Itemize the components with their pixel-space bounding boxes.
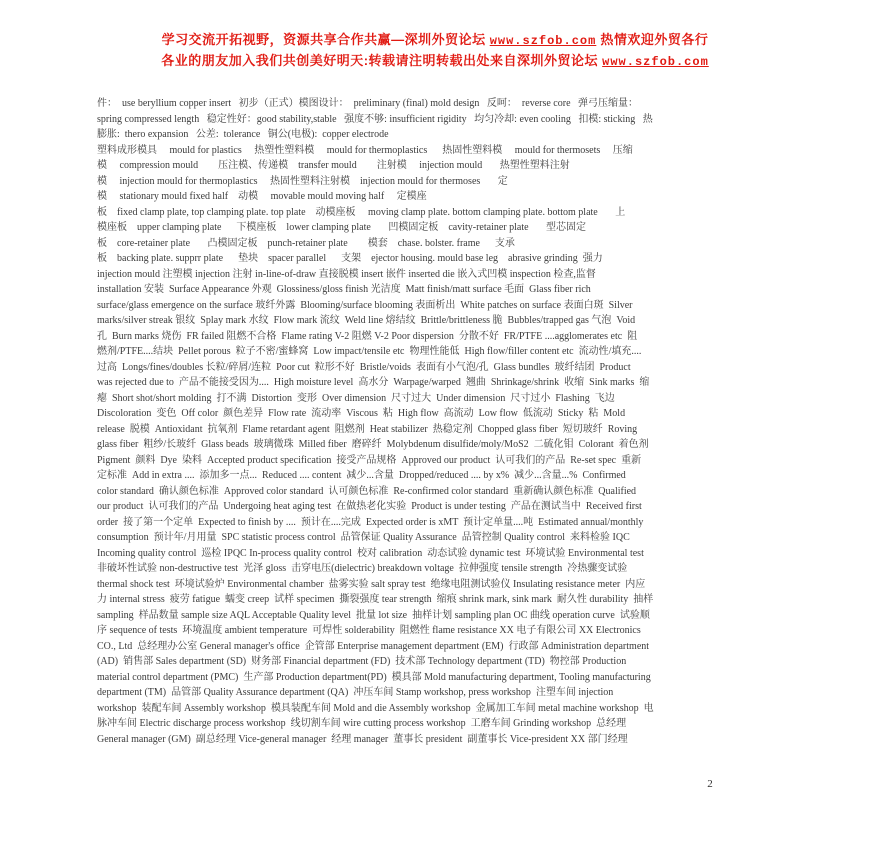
document-text [97,96,787,747]
doc-text-line: 模 stationary mould fixed half 动模 movable mould moving half 定模座 [97,191,427,202]
doc-text-line: was rejected due to 产品不能接受因为.... High moisture level 高水分 Warpage/warped 翘曲 Shrinkage/shrink 收缩 Sink marks 缩 [97,377,650,388]
doc-text-line: color standard 确认颜色标准 Approved color standard 认可颜色标准 Re-confirmed color standard 重新确认颜色标准 Qualified [97,485,637,497]
doc-text-line: 模 compression mould 压注模、传递模 transfer mould 注射模 injection mould 热塑性塑料注射 [97,160,570,171]
doc-text-line: 脉冲车间 Electric discharge process workshop 线切割车间 wire cutting process workshop 工磨车间 Grinding workshop 总经理 [97,718,627,729]
doc-text-line: sampling 样品数量 sample size AQL Acceptable Quality level 批量 lot size 抽样计划 sampling plan OC 曲线 operation curve 试验顺 [97,609,650,621]
doc-text-line: 模 injection mould for thermoplastics 热固性塑料注射模 injection mould for thermoses 定 [97,175,508,187]
doc-text-line: 塑料成形模具 mould for plastics 热塑性塑料模 mould for thermoplastics 热固性塑料模 mould for thermosets 压缩 [97,144,633,156]
doc-text-line: 板 backing plate. supprr plate 垫块 spacer parallel 支架 ejector housing. mould base leg abrasive grinding 强力 [97,253,603,264]
banner-text: 热情欢迎外贸各行 [596,32,709,47]
doc-text-line: order 接了第一个定单 Expected to finish by .... 预计在....完成 Expected order is xMT 预计定单量....吨 Estimated annual/monthly [97,516,644,528]
doc-text-line: 件： use beryllium copper insert 初步（正式）模图设计： preliminary (final) mold design 反呵： reverse core 弹弓压缩量： [97,98,639,109]
doc-text-line: material control department (PMC) 生产部 Production department(PD) 模具部 Mold manufacturing department, Tooling manufacturing [97,671,651,683]
doc-text-line: 模座板 upper clamping plate 下模座板 lower clamping plate 凹模固定板 cavity-retainer plate 型芯固定 [97,222,587,233]
doc-text-line: Discoloration 变色 Off color 颜色差异 Flow rate 流动率 Viscous 粘 High flow 高流动 Low flow 低流动 Sticky 粘 Mold [97,408,626,419]
doc-text-line: 力 internal stress 疲劳 fatigue 蠕变 creep 试样 specimen 撕裂强度 tear strength 缩痕 shrink mark, sink mark 耐久性 durability 抽样 [97,594,654,605]
doc-text-line: our product 认可我们的产品 Undergoing heat aging test 在做热老化实验 Product is under testing 产品在测试当中 Received first [97,501,642,512]
doc-text-line: 定标准 Add in extra .... 添加多一点... Reduced .... content 减少...含量 Dropped/reduced .... by x% 减少...含量...% Confirmed [97,470,626,481]
doc-text-line: injection mould 注塑模 injection 注射 in-line-of-draw 直接脱模 insert 嵌件 inserted die 嵌入式凹模 inspection 检查,监督 [97,268,596,280]
doc-text-line: department (TM) 品管部 Quality Assurance department (QA) 冲压车间 Stamp workshop, press workshop 注塑车间 injection [97,687,614,698]
forum-url-link[interactable]: www.szfob.com [489,34,597,48]
doc-text-line: marks/silver streak 银纹 Splay mark 水纹 Flow mark 流纹 Weld line 熔结纹 Brittle/brittleness 脆 Bubbles/trapped gas 气泡 Void [97,315,636,326]
forum-banner [0,30,870,72]
doc-text-line: Incoming quality control 巡检 IPQC In-process quality control 校对 calibration 动态试验 dynamic test 环境试验 Environmental test [97,547,644,559]
doc-text-line: Pigment 颜料 Dye 染料 Accepted product specification 接受产品规格 Approved our product 认可我们的产品 Re-set spec 重新 [97,454,642,466]
forum-url-link[interactable]: www.szfob.com [602,55,709,69]
forum-banner-line-1 [0,30,870,51]
doc-text-line: 孔 Burn marks 烧伤 FR failed 阻燃不合格 Flame rating V-2 阻燃 V-2 Poor dispersion 分散不好 FR/PTFE ....agglomerates etc 阻 [97,330,638,342]
doc-text-line: release 脱模 Antioxidant 抗氧剂 Flame retardant agent 阻燃剂 Heat stabilizer 热稳定剂 Chopped glass fiber 短切玻纤 Roving [97,423,638,435]
doc-text-line: 板 core-retainer plate 凸模固定板 punch-retainer plate 模套 chase. bolster. frame 支承 [97,237,515,249]
forum-banner-line-2 [0,51,870,72]
doc-text-line: General manager (GM) 副总经理 Vice-general manager 经理 manager 董事长 president 副董事长 Vice-president XX 部门经理 [97,733,628,745]
doc-text-line: 非破坏性试验 non-destructive test 光泽 gloss 击穿电压(dielectric) breakdown voltage 拉伸强度 tensile strength 冷热骤变试验 [97,563,628,574]
doc-text-line: CO., Ltd 总经理办公室 General manager's office 企管部 Enterprise management department (EM) 行政部 Administration department [97,640,650,652]
doc-text-line: consumption 预计年/月用量 SPC statistic process control 品管保证 Quality Assurance 品管控制 Quality control 来料检验 IQC [97,532,630,543]
doc-text-line: glass fiber 粗纱/长玻纤 Glass beads 玻璃微珠 Milled fiber 磨碎纤 Molybdenum disulfide/moly/MoS2 二硫化钼 Colorant 着色剂 [97,439,649,450]
doc-text-line: 序 sequence of tests 环境温度 ambient temperature 可焊性 solderability 阻燃性 flame resistance XX 电子有限公司 XX Electronics [97,625,641,636]
doc-text-line: surface/glass emergence on the surface 玻纤外露 Blooming/surface blooming 表面析出 White patches on surface 表面白斑 Silver [97,299,633,311]
page-number: 2 [707,778,713,790]
doc-text-line: thermal shock test 环境试验炉 Environmental chamber 盐雾实验 salt spray test 绝缘电阻测试验仪 Insulating resistance meter 内应 [97,578,646,590]
banner-text: 学习交流开拓视野，资源共享合作共赢—深圳外贸论坛 [161,32,490,47]
banner-text: 各业的朋友加入我们共创美好明天:转载请注明转载出处来自深圳外贸论坛 [161,53,603,68]
doc-text-line: 膨胀: thero expansion 公差: tolerance 铜公(电极): copper electrode [97,129,389,140]
doc-text-line: spring compressed length 稳定性好：good stability,stable 强度不够: insufficient rigidity 均匀冷却: even cooling 扣模: sticking 热 [97,113,653,125]
doc-text-line: 板 fixed clamp plate, top clamping plate. top plate 动模座板 moving clamp plate. bottom clamping plate. bottom plate 上 [97,206,626,218]
doc-text-line: workshop 装配车间 Assembly workshop 模具装配车间 Mold and die Assembly workshop 金属加工车间 metal machine workshop 电 [97,702,654,714]
doc-text-line: 瘪 Short shot/short molding 打不满 Distortion 变形 Over dimension 尺寸过大 Under dimension 尺寸过小 Flashing 飞边 [97,392,615,404]
doc-text-line: (AD) 销售部 Sales department (SD) 财务部 Financial department (FD) 技术部 Technology department (TD) 物控部 Production [97,656,627,667]
doc-text-line: installation 安装 Surface Appearance 外观 Glossiness/gloss finish 光洁度 Matt finish/matt surface 毛面 Glass fiber rich [97,284,591,295]
doc-text-line: 燃剂/PTFE....结块 Pellet porous 粒子不密/蜜蜂窝 Low impact/tensile etc 物理性能低 High flow/filler content etc 流动性/填充.... [97,346,642,357]
doc-text-line: 过高 Longs/fines/doubles 长粒/碎屑/连粒 Poor cut 粒形不好 Bristle/voids 表面有小气泡/孔 Glass bundles 玻纤结团 Product [97,361,631,373]
